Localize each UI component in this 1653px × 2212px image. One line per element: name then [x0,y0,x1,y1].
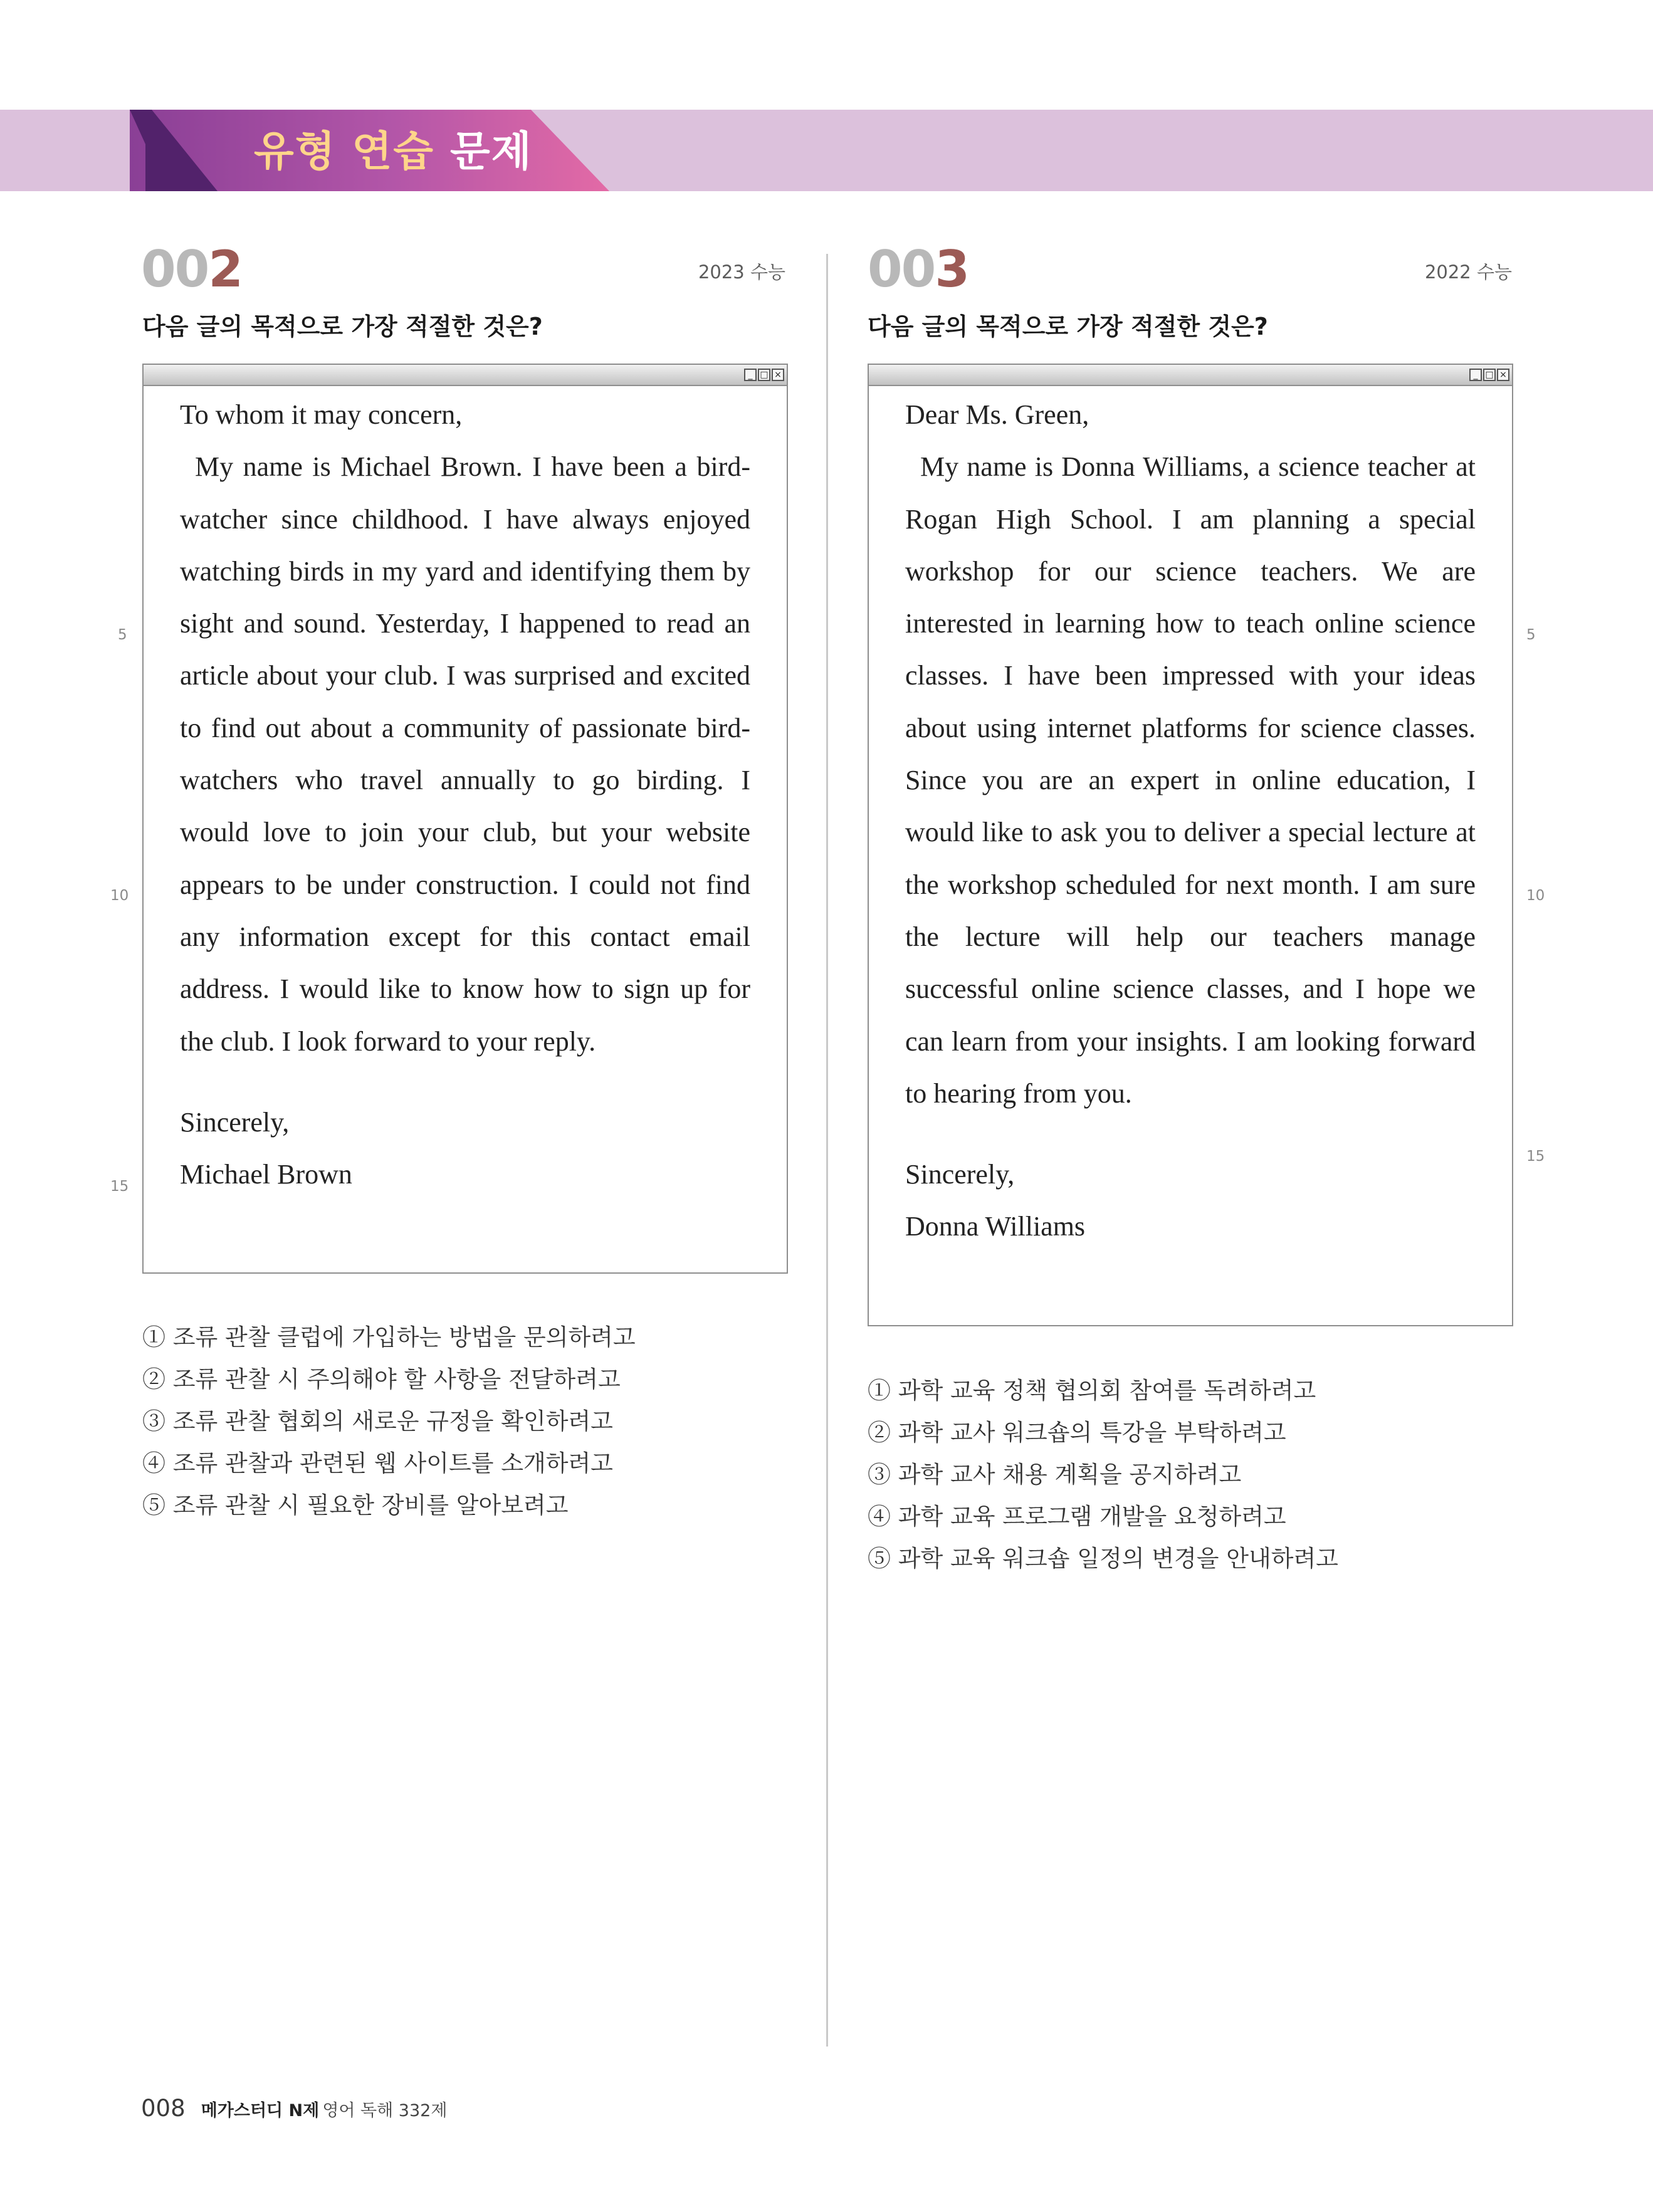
page-number: 008 [141,2095,186,2122]
column-divider [826,254,828,2047]
page-title [254,120,533,183]
line-number: 15 [1526,1148,1545,1165]
answer-choices [868,1370,1338,1580]
answer-choice-2[interactable]: ② 조류 관찰 시 주의해야 할 사항을 전달하려고 [142,1366,621,1393]
letter-signature: Michael Brown [180,1159,352,1190]
question-number [868,238,968,301]
answer-choice-5[interactable]: ⑤ 조류 관찰 시 필요한 장비를 알아보려고 [142,1492,569,1519]
book-brand: 메가스터디 N제 [201,2101,320,2120]
letter-window [142,364,788,1274]
answer-choice-3[interactable]: ③ 조류 관찰 협회의 새로운 규정을 확인하려고 [142,1408,613,1435]
line-number: 5 [1526,627,1536,643]
question-number-last: 3 [935,240,968,298]
exam-year: 2023 수능 [698,261,785,283]
letter-body: My name is Donna Williams, a science teacher at Rogan High School. I am planning a special workshop for our science teachers. We are interested in learning how to teach online science classes. I have been impressed with your ideas about using internet platforms for science classes. Since you are an expert in online education, I would like to ask you to deliver a special lecture at the workshop scheduled for next month. I am sure the lecture will help our teachers manage successful online science classes, and I hope we can learn from your insights. I am looking forward to hearing from you. [905,451,1476,1109]
answer-choice-4[interactable]: ④ 과학 교육 프로그램 개발을 요청하려고 [868,1503,1286,1530]
window-titlebar [869,365,1512,386]
question-number-prefix: 00 [868,240,935,298]
exam-year: 2022 수능 [1424,261,1512,283]
book-subtitle: 영어 독해 332제 [322,2101,448,2120]
letter-window [868,364,1513,1326]
letter-closing: Sincerely, [905,1159,1015,1190]
minimize-icon: _ [1469,369,1482,381]
answer-choice-2[interactable]: ② 과학 교사 워크숍의 특강을 부탁하려고 [868,1419,1286,1446]
line-number: 10 [1526,888,1545,904]
letter-text [180,389,750,1200]
question-number-prefix: 00 [141,240,209,298]
question-prompt: 다음 글의 목적으로 가장 적절한 것은? [868,313,1268,340]
close-icon: × [772,369,784,381]
maximize-icon: □ [1483,369,1496,381]
letter-body: My name is Michael Brown. I have been a bird-watcher since childhood. I have always enjoyed watching birds in my yard and identifying them by sight and sound. Yesterday, I happened to read an article about your club. I was surprised and excited to find out about a community of passionate bird-watchers who travel annually to go birding. I would love to join your club, but your website appears to be under construction. I could not find any information except for this contact email address. I would like to know how to sign up for the club. I look forward to your reply. [180,451,750,1057]
page-title-rest: 문제 [450,127,533,176]
question-prompt: 다음 글의 목적으로 가장 적절한 것은? [142,313,543,340]
answer-choice-4[interactable]: ④ 조류 관찰과 관련된 웹 사이트를 소개하려고 [142,1450,613,1477]
window-titlebar [144,365,787,386]
line-number: 10 [110,888,129,904]
letter-salutation: To whom it may concern, [180,399,463,430]
answer-choices [142,1316,636,1526]
minimize-icon: _ [744,369,757,381]
question-number [141,238,242,301]
letter-signature: Donna Williams [905,1211,1086,1242]
letter-text [905,389,1476,1253]
letter-closing: Sincerely, [180,1106,290,1138]
answer-choice-1[interactable]: ① 과학 교육 정책 협의회 참여를 독려하려고 [868,1377,1316,1404]
line-number: 15 [110,1178,129,1195]
page-title-highlight: 유형 연습 [254,127,435,176]
answer-choice-5[interactable]: ⑤ 과학 교육 워크숍 일정의 변경을 안내하려고 [868,1545,1338,1572]
line-number: 5 [118,627,127,643]
maximize-icon: □ [758,369,770,381]
answer-choice-3[interactable]: ③ 과학 교사 채용 계획을 공지하려고 [868,1461,1242,1488]
answer-choice-1[interactable]: ① 조류 관찰 클럽에 가입하는 방법을 문의하려고 [142,1324,636,1351]
page-footer [141,2095,447,2127]
close-icon: × [1497,369,1509,381]
letter-salutation: Dear Ms. Green, [905,399,1089,430]
question-number-last: 2 [208,240,242,298]
